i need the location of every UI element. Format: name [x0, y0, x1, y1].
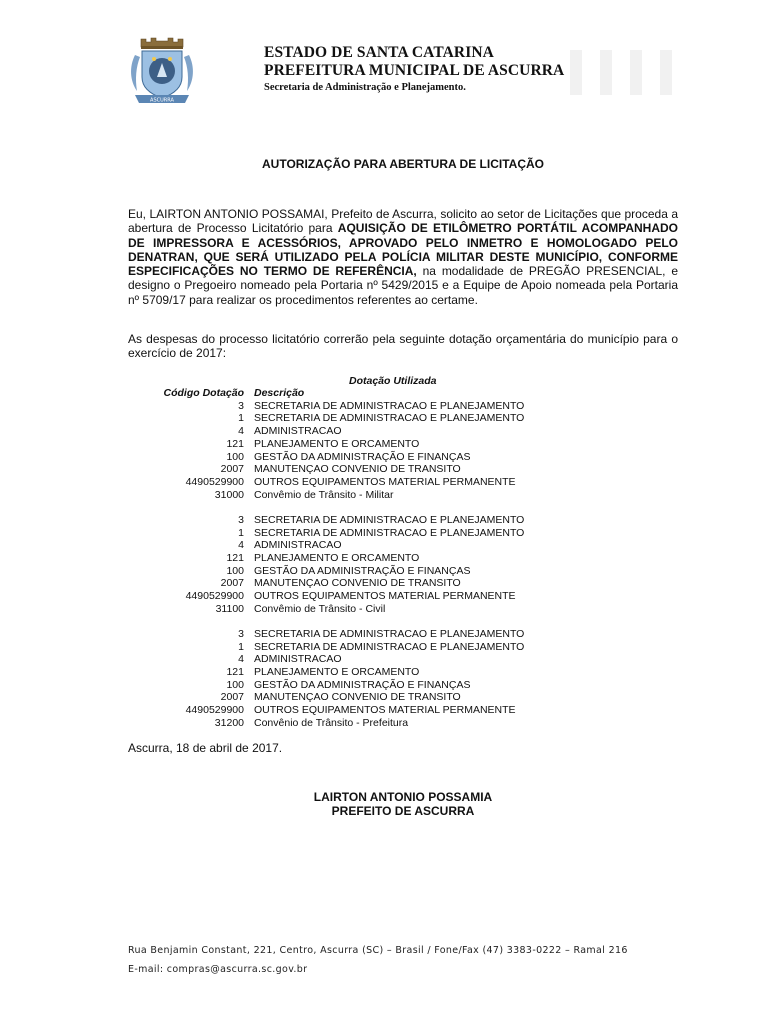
allocation-description: GESTÃO DA ADMINISTRAÇÃO E FINANÇAS — [254, 564, 471, 577]
allocation-description: GESTÃO DA ADMINISTRAÇÃO E FINANÇAS — [254, 678, 471, 691]
allocation-description: OUTROS EQUIPAMENTOS MATERIAL PERMANENTE — [254, 704, 516, 717]
table-row — [128, 527, 524, 540]
allocation-code: 1 — [238, 640, 244, 653]
authorization-paragraph — [128, 207, 678, 307]
state-name: ESTADO DE SANTA CATARINA — [264, 44, 494, 61]
table-row — [128, 552, 524, 565]
allocation-description: Convêmio de Trânsito - Civil — [254, 602, 386, 615]
table-row — [128, 514, 524, 527]
document-title: AUTORIZAÇÃO PARA ABERTURA DE LICITAÇÃO — [262, 157, 544, 171]
table-row — [128, 679, 524, 692]
table-row — [128, 451, 524, 464]
paragraph-object-bold: AQUISIÇÃO DE ETILÔMETRO PORTÁTIL ACOMPANHADO DE IMPRESSORA E ACESSÓRIOS, APROVADO PELO INMETRO E HOMOLOGADO PELO DENATRAN, QUE SERÁ UTILIZADO PELA POLÍCIA MILITAR DESTE MUNICÍPIO, CONFORME ESPECIFICAÇÕES NO TERMO DE REFERÊNCIA, — [128, 221, 678, 279]
allocation-description: Convênio de Trânsito - Prefeitura — [254, 716, 409, 729]
footer-address: Rua Benjamin Constant, 221, Centro, Ascurra (SC) – Brasil / Fone/Fax (47) 3383-0222 – Ramal 216 — [128, 945, 628, 956]
allocation-description: GESTÃO DA ADMINISTRAÇÃO E FINANÇAS — [254, 450, 471, 463]
allocation-code: 3 — [238, 627, 244, 640]
footer-email: E-mail: compras@ascurra.sc.gov.br — [128, 964, 308, 975]
table-header-row — [128, 387, 524, 400]
group-spacer — [128, 501, 524, 514]
allocation-description: PLANEJAMENTO E ORCAMENTO — [254, 666, 420, 679]
allocation-description: OUTROS EQUIPAMENTOS MATERIAL PERMANENTE — [254, 590, 516, 603]
municipality-name: PREFEITURA MUNICIPAL DE ASCURRA — [264, 62, 565, 79]
paragraph-text-closing: na modalidade de PREGÃO PRESENCIAL, e designo o Pregoeiro nomeado pela Portaria nº 5429/2015 e a Equipe de Apoio nomeada pela Portaria nº 5709/17 para realizar os procedimentos referentes ao certame. — [128, 264, 678, 307]
budget-paragraph: As despesas do processo licitatório correrão pela seguinte dotação orçamentária do município para o exercício de 2017: — [128, 332, 678, 361]
allocation-code: 4 — [238, 425, 244, 438]
allocation-code: 121 — [226, 437, 244, 450]
allocation-code: 3 — [238, 513, 244, 526]
table-row — [128, 425, 524, 438]
allocation-code: 100 — [226, 450, 244, 463]
table-row — [128, 400, 524, 413]
signature-block — [128, 790, 678, 818]
allocation-description: ADMINISTRACAO — [254, 539, 342, 552]
faint-watermark — [560, 45, 680, 100]
table-row — [128, 666, 524, 679]
allocation-code: 3 — [238, 399, 244, 412]
municipal-crest-logo — [127, 33, 197, 109]
allocation-code: 4 — [238, 539, 244, 552]
allocation-code: 4490529900 — [185, 475, 244, 488]
allocation-code: 4490529900 — [185, 590, 244, 603]
allocation-description: MANUTENÇAO CONVENIO DE TRANSITO — [254, 577, 461, 590]
allocation-description: ADMINISTRACAO — [254, 425, 342, 438]
letterhead — [264, 44, 564, 95]
allocation-description: SECRETARIA DE ADMINISTRACAO E PLANEJAMENTO — [254, 526, 525, 539]
allocation-code: 121 — [226, 551, 244, 564]
column-header-code: Código Dotação — [163, 387, 244, 399]
budget-allocation-table — [128, 387, 524, 730]
allocation-code: 1 — [238, 526, 244, 539]
document-date: Ascurra, 18 de abril de 2017. — [128, 741, 283, 755]
allocation-code: 100 — [226, 678, 244, 691]
allocation-code: 31000 — [214, 488, 244, 501]
allocation-description: PLANEJAMENTO E ORCAMENTO — [254, 437, 420, 450]
allocation-description: PLANEJAMENTO E ORCAMENTO — [254, 551, 420, 564]
allocation-code: 100 — [226, 564, 244, 577]
group-spacer — [128, 615, 524, 628]
table-row — [128, 590, 524, 603]
table-row — [128, 412, 524, 425]
signatory-name: LAIRTON ANTONIO POSSAMIA — [313, 790, 493, 804]
allocation-description: Convêmio de Trânsito - Militar — [254, 488, 394, 501]
table-row — [128, 565, 524, 578]
allocation-description: SECRETARIA DE ADMINISTRACAO E PLANEJAMENTO — [254, 399, 525, 412]
table-row — [128, 489, 524, 502]
table-row — [128, 717, 524, 730]
table-row — [128, 628, 524, 641]
allocation-code: 4490529900 — [185, 704, 244, 717]
allocation-description: MANUTENÇAO CONVENIO DE TRANSITO — [254, 463, 461, 476]
allocation-code: 2007 — [220, 691, 244, 704]
allocation-code: 2007 — [220, 463, 244, 476]
crest-banner-text: ASCURRA — [150, 97, 174, 104]
allocation-code: 31200 — [214, 716, 244, 729]
allocation-description: ADMINISTRACAO — [254, 653, 342, 666]
table-body — [128, 400, 524, 730]
allocation-description: SECRETARIA DE ADMINISTRACAO E PLANEJAMENTO — [254, 412, 525, 425]
allocation-description: SECRETARIA DE ADMINISTRACAO E PLANEJAMENTO — [254, 513, 525, 526]
allocation-code: 4 — [238, 653, 244, 666]
allocation-description: MANUTENÇAO CONVENIO DE TRANSITO — [254, 691, 461, 704]
allocation-description: SECRETARIA DE ADMINISTRACAO E PLANEJAMENTO — [254, 627, 525, 640]
table-row — [128, 691, 524, 704]
table-row — [128, 704, 524, 717]
allocation-description: OUTROS EQUIPAMENTOS MATERIAL PERMANENTE — [254, 475, 516, 488]
signatory-title: PREFEITO DE ASCURRA — [331, 804, 475, 818]
table-row — [128, 653, 524, 666]
budget-allocation-title: Dotação Utilizada — [349, 375, 437, 387]
allocation-code: 31100 — [215, 602, 244, 615]
table-row — [128, 476, 524, 489]
allocation-description: SECRETARIA DE ADMINISTRACAO E PLANEJAMENTO — [254, 640, 525, 653]
column-header-description: Descrição — [254, 387, 305, 399]
allocation-code: 2007 — [220, 577, 244, 590]
allocation-code: 1 — [238, 412, 244, 425]
table-row — [128, 641, 524, 654]
table-row — [128, 463, 524, 476]
allocation-code: 121 — [226, 666, 244, 679]
table-row — [128, 539, 524, 552]
department-name: Secretaria de Administração e Planejamento. — [264, 82, 466, 93]
table-row — [128, 603, 524, 616]
paragraph-text-intro: Eu, LAIRTON ANTONIO POSSAMAI, Prefeito de Ascurra, solicito ao setor de Licitações que proceda a abertura de Processo Licitatório para — [128, 207, 678, 236]
table-row — [128, 438, 524, 451]
table-row — [128, 577, 524, 590]
